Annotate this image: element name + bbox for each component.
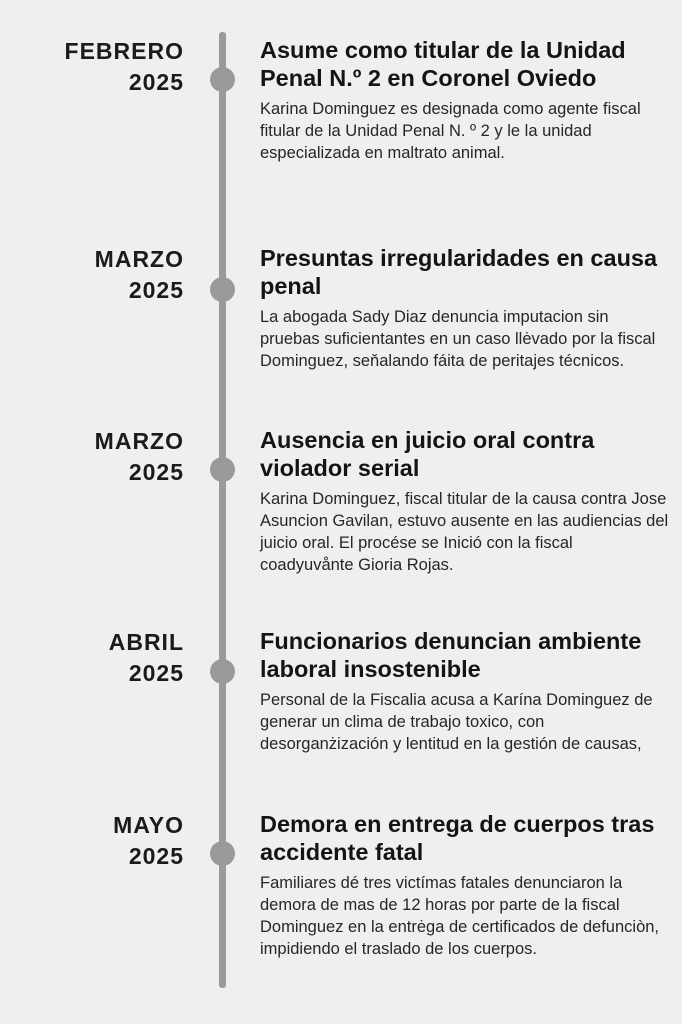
event-year: 2025	[128, 459, 184, 485]
event-description: Karina Dominguez es designada como agente fiscal fitular de la Unidad Penal N. º 2 y le la unidad especializada en maltrato animal.	[260, 100, 641, 162]
event-year: 2025	[128, 660, 184, 686]
event-month: FEBRERO	[64, 38, 184, 64]
event-content	[260, 627, 670, 755]
event-title: Ausencia en juicio oral contra violador serial	[260, 427, 595, 481]
event-title: Demora en entrega de cuerpos tras accidente fatal	[260, 811, 655, 865]
event-title: Presuntas irregularidades en causa penal	[260, 245, 658, 299]
event-month: ABRIL	[108, 629, 184, 655]
event-content	[260, 810, 670, 960]
event-date	[14, 627, 184, 689]
timeline-dot	[210, 841, 235, 866]
timeline-dot	[210, 457, 235, 482]
event-description: Karina Dominguez, fiscal titular de la causa contra Jose Asuncion Gavilan, estuvo ausente en las audiencias del juicio oral. El procése se Inició con la fiscal coadyuvånte Gioria Rojas.	[260, 490, 669, 574]
event-content	[260, 244, 670, 372]
event-date	[14, 810, 184, 872]
timeline-dot	[210, 277, 235, 302]
event-title: Asume como titular de la Unidad Penal N.º 2 en Coronel Oviedo	[260, 37, 626, 91]
event-title: Funcionarios denuncian ambiente laboral insostenible	[260, 628, 642, 682]
event-content	[260, 36, 670, 164]
event-date	[14, 426, 184, 488]
event-content	[260, 426, 670, 576]
event-month: MARZO	[94, 428, 184, 454]
event-month: MARZO	[94, 246, 184, 272]
event-year: 2025	[128, 277, 184, 303]
event-description: La abogada Sady Diaz denuncia imputacion sin pruebas suficientantes en un caso llėvado por la fiscal Dominguez, seňalando fáita de peritajes técnicos.	[260, 308, 656, 370]
event-year: 2025	[128, 843, 184, 869]
event-date	[14, 36, 184, 98]
event-description: Familiares dé tres victímas fatales denunciaron la demora de mas de 12 horas por parte de la fiscal Dominguez en la entrėga de certificados de defunciòn, impidiendo el traslado de los cuerpos.	[260, 874, 660, 958]
event-month: MAYO	[113, 812, 184, 838]
timeline-dot	[210, 67, 235, 92]
event-year: 2025	[128, 69, 184, 95]
timeline-dot	[210, 659, 235, 684]
event-description: Personal de la Fiscalia acusa a Karína Dominguez de generar un clima de trabajo toxico, con desorganżización y lentitud en la gestión de causas,	[260, 691, 653, 753]
event-date	[14, 244, 184, 306]
